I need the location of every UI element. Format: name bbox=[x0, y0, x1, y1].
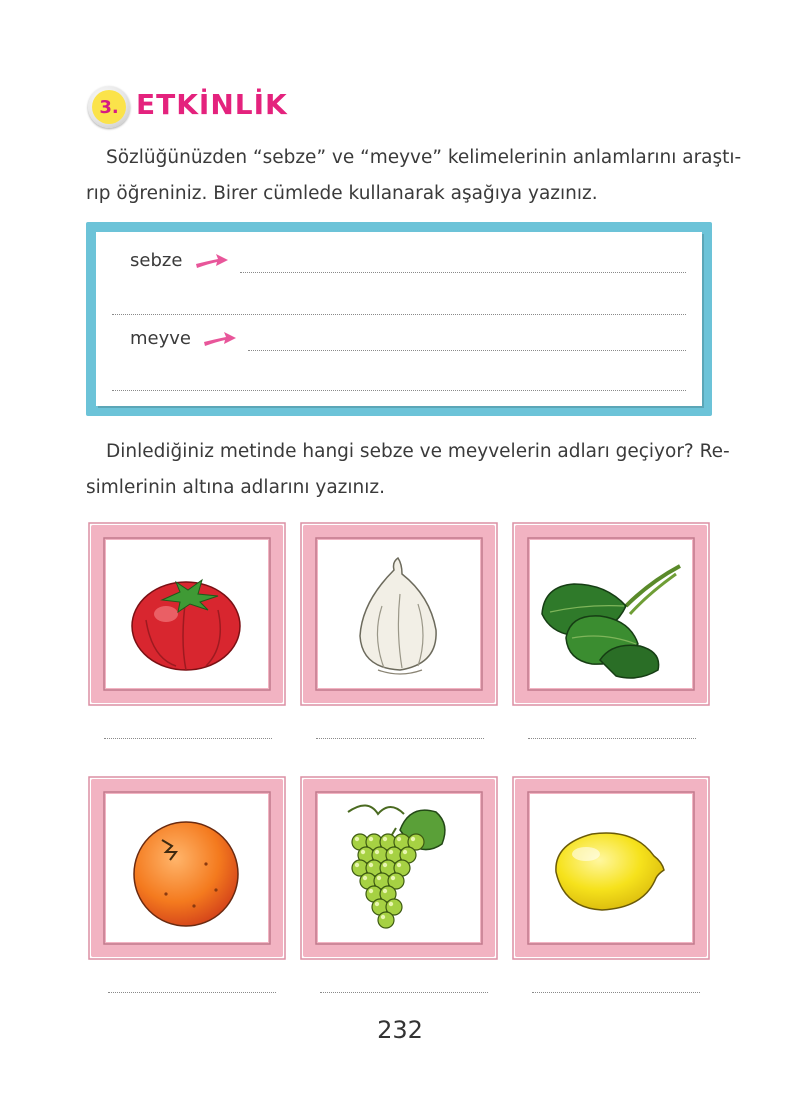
grape-highlight bbox=[361, 850, 365, 854]
grape-highlight bbox=[363, 876, 367, 880]
vegetable-label: sebze bbox=[130, 250, 183, 271]
grape-highlight bbox=[369, 863, 373, 867]
arrow-right-icon bbox=[202, 330, 238, 348]
grape-highlight bbox=[375, 902, 379, 906]
fruit-answer-line-1[interactable] bbox=[248, 350, 686, 351]
grape-highlight bbox=[355, 863, 359, 867]
picture-card-orange bbox=[88, 776, 286, 960]
intro-line-2: rıp öğreniniz. Birer cümlede kullanarak aşağıya yazınız. bbox=[86, 183, 598, 204]
grape-highlight bbox=[397, 837, 401, 841]
answer-box-inner bbox=[96, 232, 702, 406]
grape-highlight bbox=[355, 837, 359, 841]
grape-highlight bbox=[389, 902, 393, 906]
intro-line-1: Sözlüğünüzden “sebze” ve “meyve” kelimelerinin anlamlarını araştı- bbox=[106, 147, 742, 168]
grape-highlight bbox=[383, 889, 387, 893]
spinach-icon bbox=[530, 540, 692, 688]
vegetable-answer-line-2[interactable] bbox=[112, 314, 686, 315]
tomato-picture bbox=[106, 540, 268, 688]
activity-number: 3. bbox=[92, 90, 126, 124]
picture-card-tomato bbox=[88, 522, 286, 706]
grapes-answer-line[interactable] bbox=[320, 992, 488, 993]
orange-picture bbox=[106, 794, 268, 942]
second-line-1: Dinlediğiniz metinde hangi sebze ve meyvelerin adları geçiyor? Re- bbox=[106, 441, 730, 462]
orange-icon bbox=[106, 794, 268, 942]
spinach-answer-line[interactable] bbox=[528, 738, 696, 739]
activity-title: ETKİNLİK bbox=[136, 88, 288, 121]
picture-card-spinach bbox=[512, 522, 710, 706]
grapes-icon bbox=[318, 794, 480, 942]
grape-highlight bbox=[377, 876, 381, 880]
grape-highlight bbox=[389, 850, 393, 854]
picture-card-lemon bbox=[512, 776, 710, 960]
grape-highlight bbox=[383, 863, 387, 867]
grape-highlight bbox=[369, 837, 373, 841]
intro-paragraph bbox=[86, 140, 742, 212]
grape-highlight bbox=[411, 837, 415, 841]
grape-highlight bbox=[391, 876, 395, 880]
orange-answer-line[interactable] bbox=[108, 992, 276, 993]
garlic-picture bbox=[318, 540, 480, 688]
grape-highlight bbox=[383, 837, 387, 841]
garlic-icon bbox=[318, 540, 480, 688]
fruit-answer-line-2[interactable] bbox=[112, 390, 686, 391]
grape-highlight bbox=[375, 850, 379, 854]
picture-card-garlic bbox=[300, 522, 498, 706]
vegetable-answer-line-1[interactable] bbox=[240, 272, 686, 273]
picture-card-grapes bbox=[300, 776, 498, 960]
grape-highlight bbox=[369, 889, 373, 893]
second-line-2: simlerinin altına adlarını yazınız. bbox=[86, 477, 385, 498]
tomato-icon bbox=[106, 540, 268, 688]
grape-highlight bbox=[397, 863, 401, 867]
grapes-picture bbox=[318, 794, 480, 942]
fruit-label: meyve bbox=[130, 328, 191, 349]
page-number: 232 bbox=[377, 1016, 423, 1044]
lemon-icon bbox=[530, 794, 692, 942]
activity-number-badge bbox=[88, 86, 130, 128]
answer-box bbox=[86, 222, 712, 416]
garlic-answer-line[interactable] bbox=[316, 738, 484, 739]
tomato-answer-line[interactable] bbox=[104, 738, 272, 739]
grape-highlight bbox=[381, 915, 385, 919]
arrow-right-icon bbox=[194, 252, 230, 270]
grape-berry bbox=[378, 912, 394, 928]
grape-highlight bbox=[403, 850, 407, 854]
lemon-picture bbox=[530, 794, 692, 942]
second-paragraph bbox=[86, 434, 730, 506]
spinach-picture bbox=[530, 540, 692, 688]
lemon-answer-line[interactable] bbox=[532, 992, 700, 993]
